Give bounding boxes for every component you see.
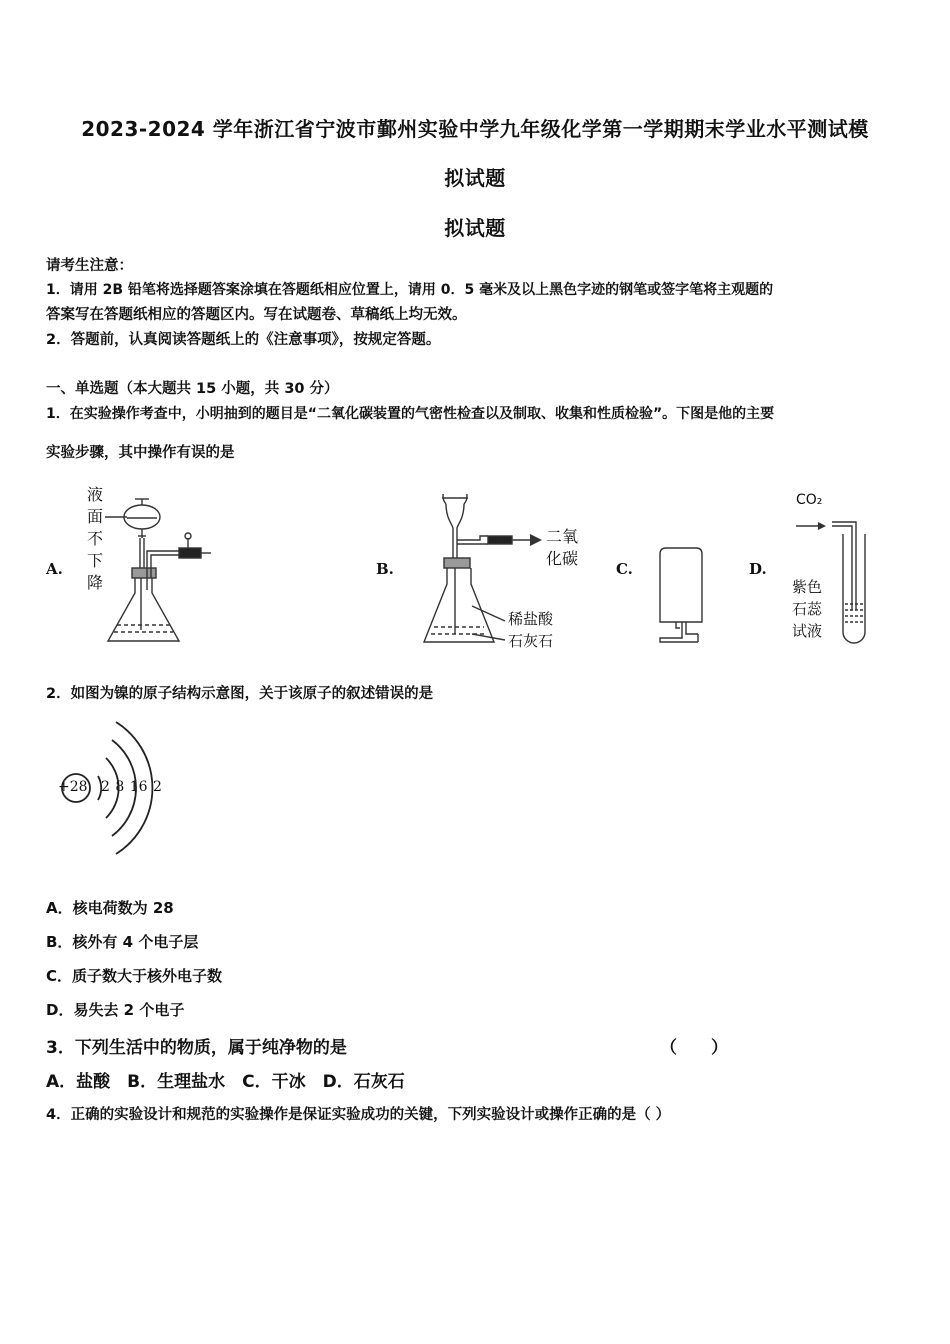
question-3-answer-blank: （ ） [660,1038,728,1058]
figure-d-label-line2: 石蕊 [792,600,823,618]
page-title: 2023-2024 学年浙江省宁波市鄞州实验中学九年级化学第一学期期末学业水平测试模 [81,117,869,141]
q1-option-a-label: A. [46,560,63,578]
page-title-cont: 拟试题 [444,166,506,190]
q2-option-a: A．核电荷数为 28 [46,899,174,917]
figure-b-gas-line1: 二氧 [546,527,579,546]
q1-option-d-label: D. [749,560,767,578]
electron-shells: 2 8 16 2 [101,779,162,795]
question-3-options: A．盐酸 B．生理盐水 C．干冰 D．石灰石 [46,1072,405,1092]
question-3-stem: 3．下列生活中的物质，属于纯净物的是 [46,1038,347,1058]
notice-item-1: 1．请用 2B 铅笔将选择题答案涂填在答题纸相应位置上，请用 0．5 毫米及以上黑色字迹的钢笔或签字笔将主观题的 [46,282,774,298]
question-1-stem: 1．在实验操作考查中，小明抽到的题目是“二氧化碳装置的气密性检查以及制取、收集和性质检验”。下图是他的主要 [46,406,775,422]
question-4-stem: 4．正确的实验设计和规范的实验操作是保证实验成功的关键，下列实验设计或操作正确的是（ ） [46,1107,671,1123]
figure-d-label-line3: 试液 [792,622,823,640]
figure-a-char-4: 下 [86,551,103,570]
nucleus-charge: +28 [58,779,88,795]
figure-d-reagent-label [792,576,822,642]
figure-c-apparatus [652,544,714,650]
notice-heading: 请考生注意： [46,258,133,274]
figure-a-char-5: 降 [86,573,103,592]
question-1-stem-cont: 实验步骤，其中操作有误的是 [46,445,235,461]
section-heading: 一、单选题（本大题共 15 小题，共 30 分） [46,381,339,397]
figure-b-acid-label: 稀盐酸 [508,610,554,628]
notice-item-2: 2．答题前，认真阅读答题纸上的《注意事项》，按规定答题。 [46,332,441,348]
figure-d-gas-label: CO₂ [796,492,823,508]
figure-b-gas-label [546,526,578,570]
figure-a-char-3: 不 [86,529,103,548]
q2-option-b: B．核外有 4 个电子层 [46,933,199,951]
figure-d-label-line1: 紫色 [792,578,823,596]
q1-option-c-label: C. [616,560,633,578]
figure-a-caption [84,484,106,594]
question-2-stem: 2．如图为镍的原子结构示意图，关于该原子的叙述错误的是 [46,686,434,702]
q2-option-c: C．质子数大于核外电子数 [46,967,223,985]
notice-item-1-cont: 答案写在答题纸相应的答题区内。写在试题卷、草稿纸上均无效。 [46,307,467,323]
figure-a-char-2: 面 [86,507,103,526]
figure-b-stone-label: 石灰石 [508,632,554,650]
q1-option-b-label: B. [376,560,394,578]
page-subtitle: 拟试题 [444,216,506,240]
q2-option-d: D．易失去 2 个电子 [46,1001,185,1019]
figure-a-char-1: 液 [86,485,103,504]
figure-b-gas-line2: 化碳 [546,549,579,568]
